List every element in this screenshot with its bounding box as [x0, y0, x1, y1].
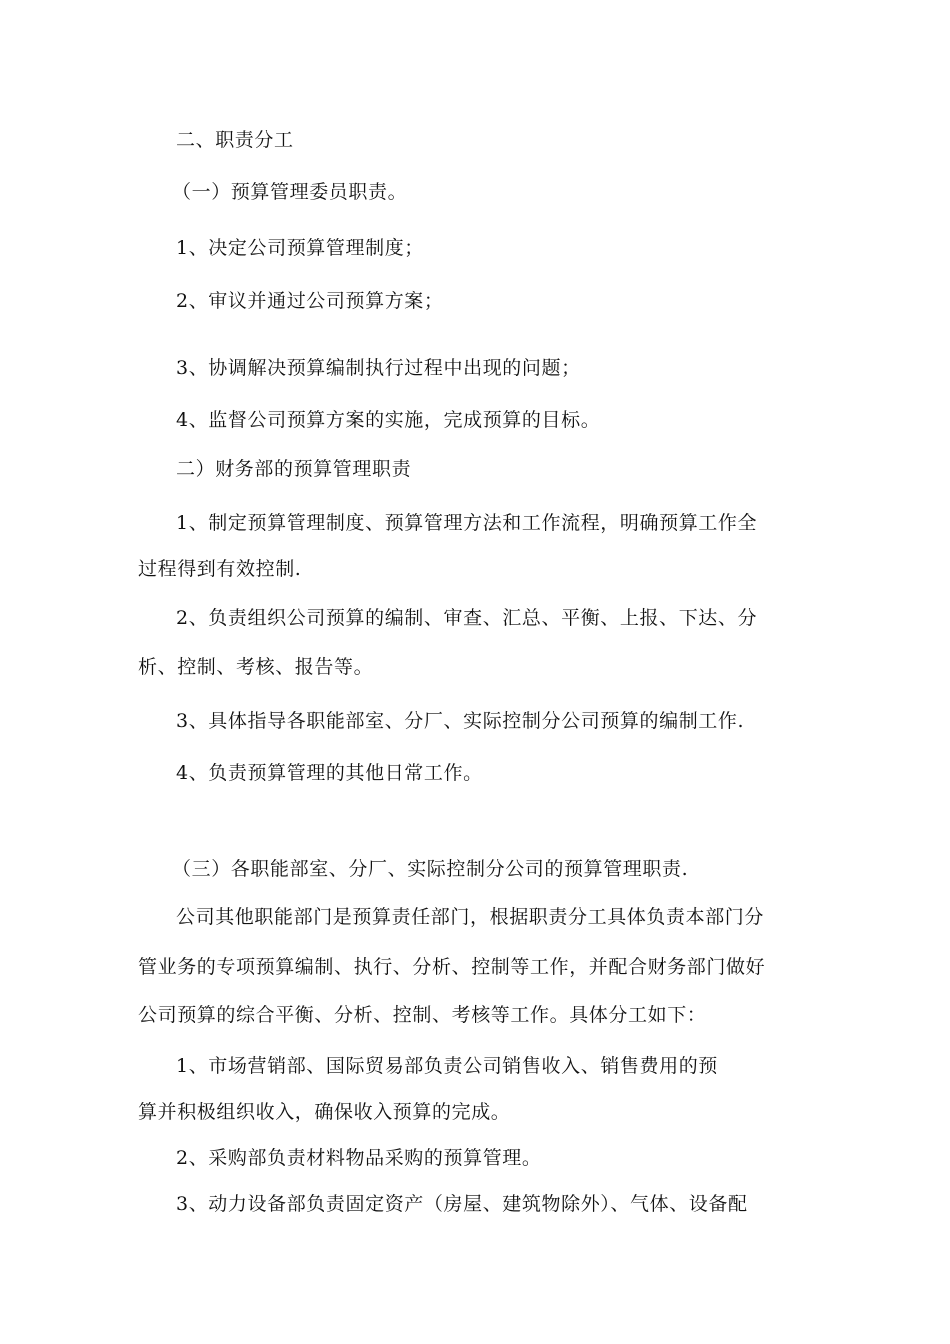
departments-paragraph-line-1: 公司其他职能部门是预算责任部门，根据职责分工具体负责本部门分: [176, 906, 765, 928]
departments-paragraph-line-3: 公司预算的综合平衡、分析、控制、考核等工作。具体分工如下：: [138, 1004, 707, 1026]
committee-item-2: 2、审议并通过公司预算方案；: [176, 290, 444, 312]
subheading-budget-committee: （一）预算管理委员职责。: [172, 181, 408, 203]
committee-item-4: 4、监督公司预算方案的实施，完成预算的目标。: [176, 409, 601, 431]
departments-paragraph-line-2: 管业务的专项预算编制、执行、分析、控制等工作，并配合财务部门做好: [138, 956, 766, 978]
subheading-functional-departments: （三）各职能部室、分厂、实际控制分公司的预算管理职责.: [172, 858, 689, 880]
section-heading-responsibilities: 二、职责分工: [176, 129, 294, 151]
finance-item-3: 3、具体指导各职能部室、分厂、实际控制分公司预算的编制工作.: [176, 710, 745, 732]
dept-item-1-line-1: 1、市场营销部、国际贸易部负责公司销售收入、销售费用的预: [176, 1055, 718, 1077]
dept-item-1-line-2: 算并积极组织收入，确保收入预算的完成。: [138, 1101, 511, 1123]
subheading-finance-dept: 二）财务部的预算管理职责: [176, 458, 412, 480]
dept-item-2: 2、采购部负责材料物品采购的预算管理。: [176, 1147, 542, 1169]
finance-item-1-line-2: 过程得到有效控制.: [138, 558, 302, 580]
committee-item-1: 1、决定公司预算管理制度；: [176, 237, 424, 259]
finance-item-2-line-1: 2、负责组织公司预算的编制、审查、汇总、平衡、上报、下达、分: [176, 607, 758, 629]
finance-item-4: 4、负责预算管理的其他日常工作。: [176, 762, 483, 784]
dept-item-3-line-1: 3、动力设备部负责固定资产（房屋、建筑物除外）、气体、设备配: [176, 1193, 748, 1215]
committee-item-3: 3、协调解决预算编制执行过程中出现的问题；: [176, 357, 581, 379]
finance-item-1-line-1: 1、制定预算管理制度、预算管理方法和工作流程，明确预算工作全: [176, 512, 758, 534]
finance-item-2-line-2: 析、控制、考核、报告等。: [138, 656, 374, 678]
